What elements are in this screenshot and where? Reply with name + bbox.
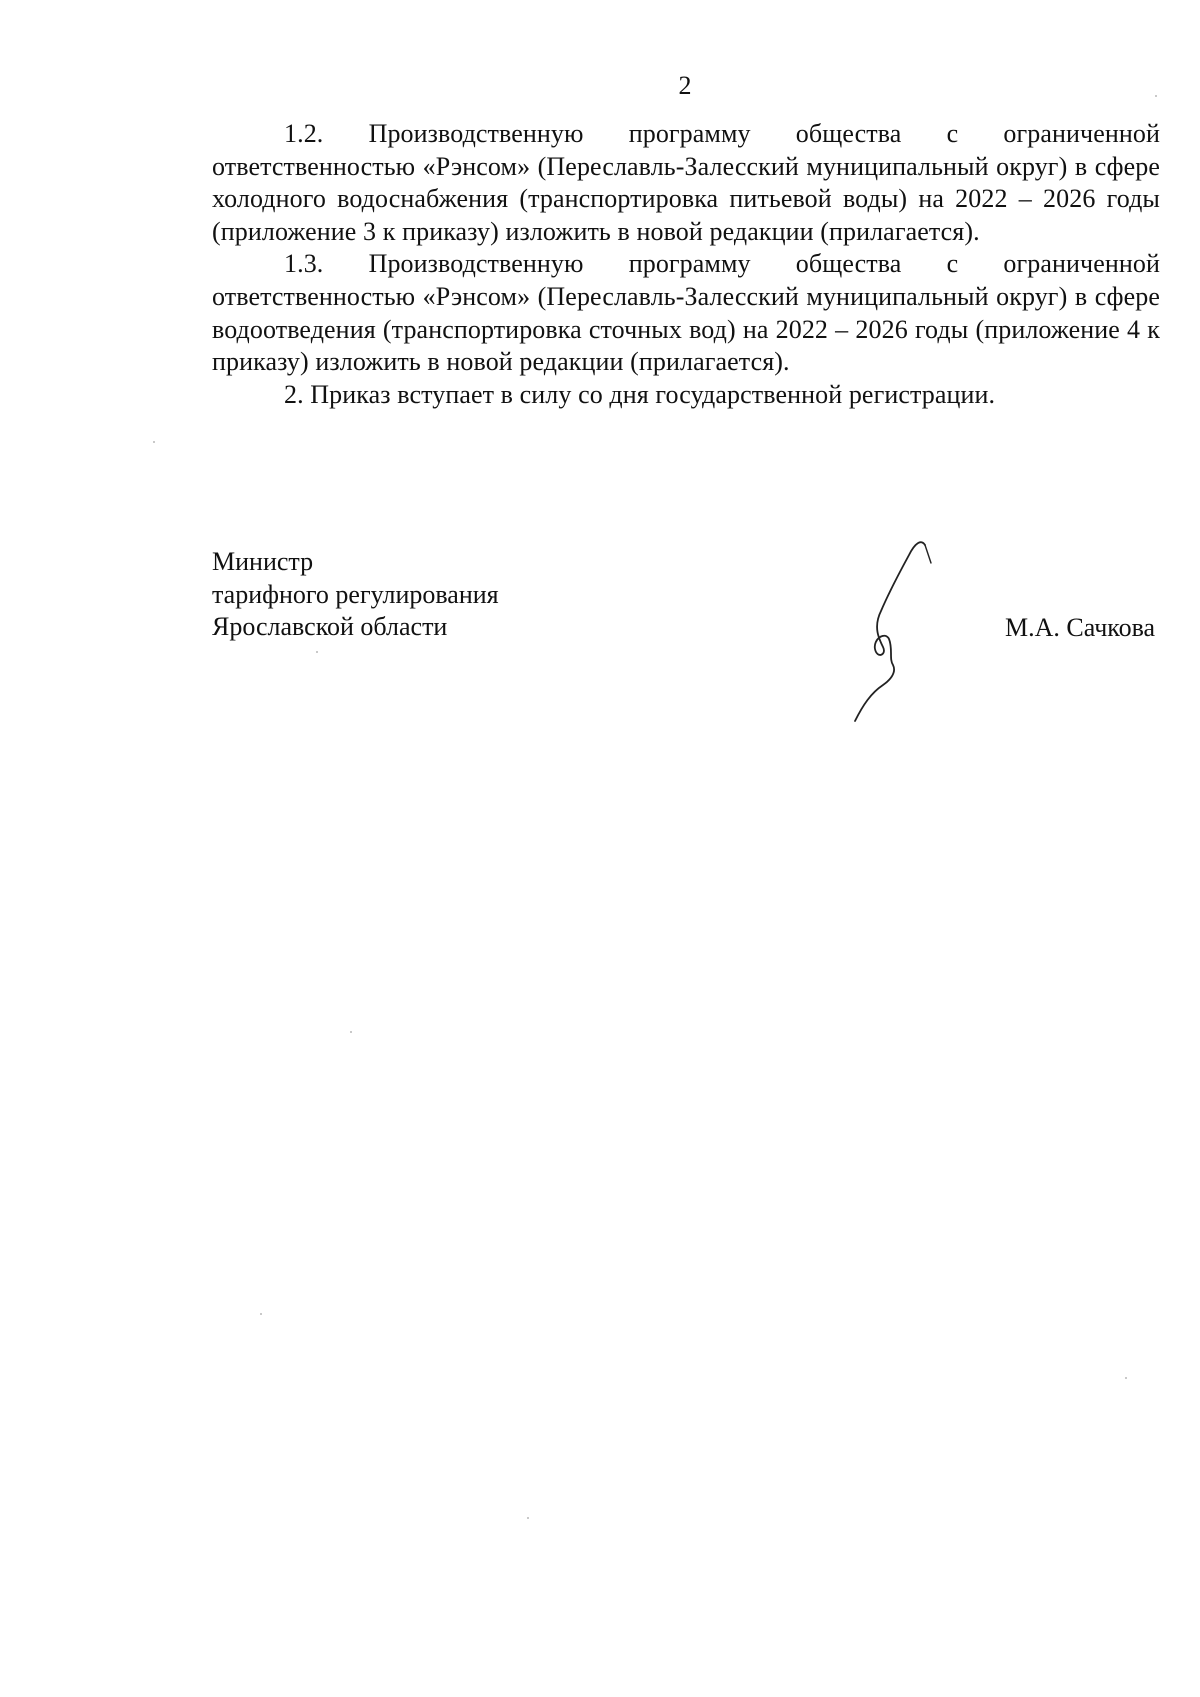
scan-speck xyxy=(153,441,155,443)
document-body xyxy=(212,118,1160,411)
page-number: 2 xyxy=(678,71,692,100)
scan-speck xyxy=(350,1031,352,1033)
signer-title-line-3: Ярославской области xyxy=(212,612,448,642)
signer-title-line-2: тарифного регулирования xyxy=(212,579,499,609)
scan-speck xyxy=(1125,1377,1127,1379)
signer-name: М.А. Сачкова xyxy=(1005,613,1156,642)
signer-title-line-1: Министр xyxy=(212,547,314,576)
scan-speck xyxy=(527,1517,529,1519)
paragraph-1-3: 1.3. Производственную программу общества с ограниченной ответственностью «Рэнсом» (Переславль-Залесский муниципальный округ) в сфере водоотведения (транспортировка сточных вод) на 2022 – 2026 годы (приложение 4 к приказу) изложить в новой редакции (прилагается). xyxy=(212,249,1160,377)
handwritten-signature xyxy=(835,535,945,725)
paragraph-2: 2. Приказ вступает в силу со дня государственной регистрации. xyxy=(284,379,996,409)
scan-speck xyxy=(316,651,318,653)
paragraph-1-2: 1.2. Производственную программу общества с ограниченной ответственностью «Рэнсом» (Переславль-Залесский муниципальный округ) в сфере холодного водоснабжения (транспортировка питьевой воды) на 2022 – 2026 годы (приложение 3 к приказу) изложить в новой редакции (прилагается). xyxy=(212,119,1160,246)
scan-speck xyxy=(1155,95,1157,97)
scan-speck xyxy=(260,1313,262,1315)
